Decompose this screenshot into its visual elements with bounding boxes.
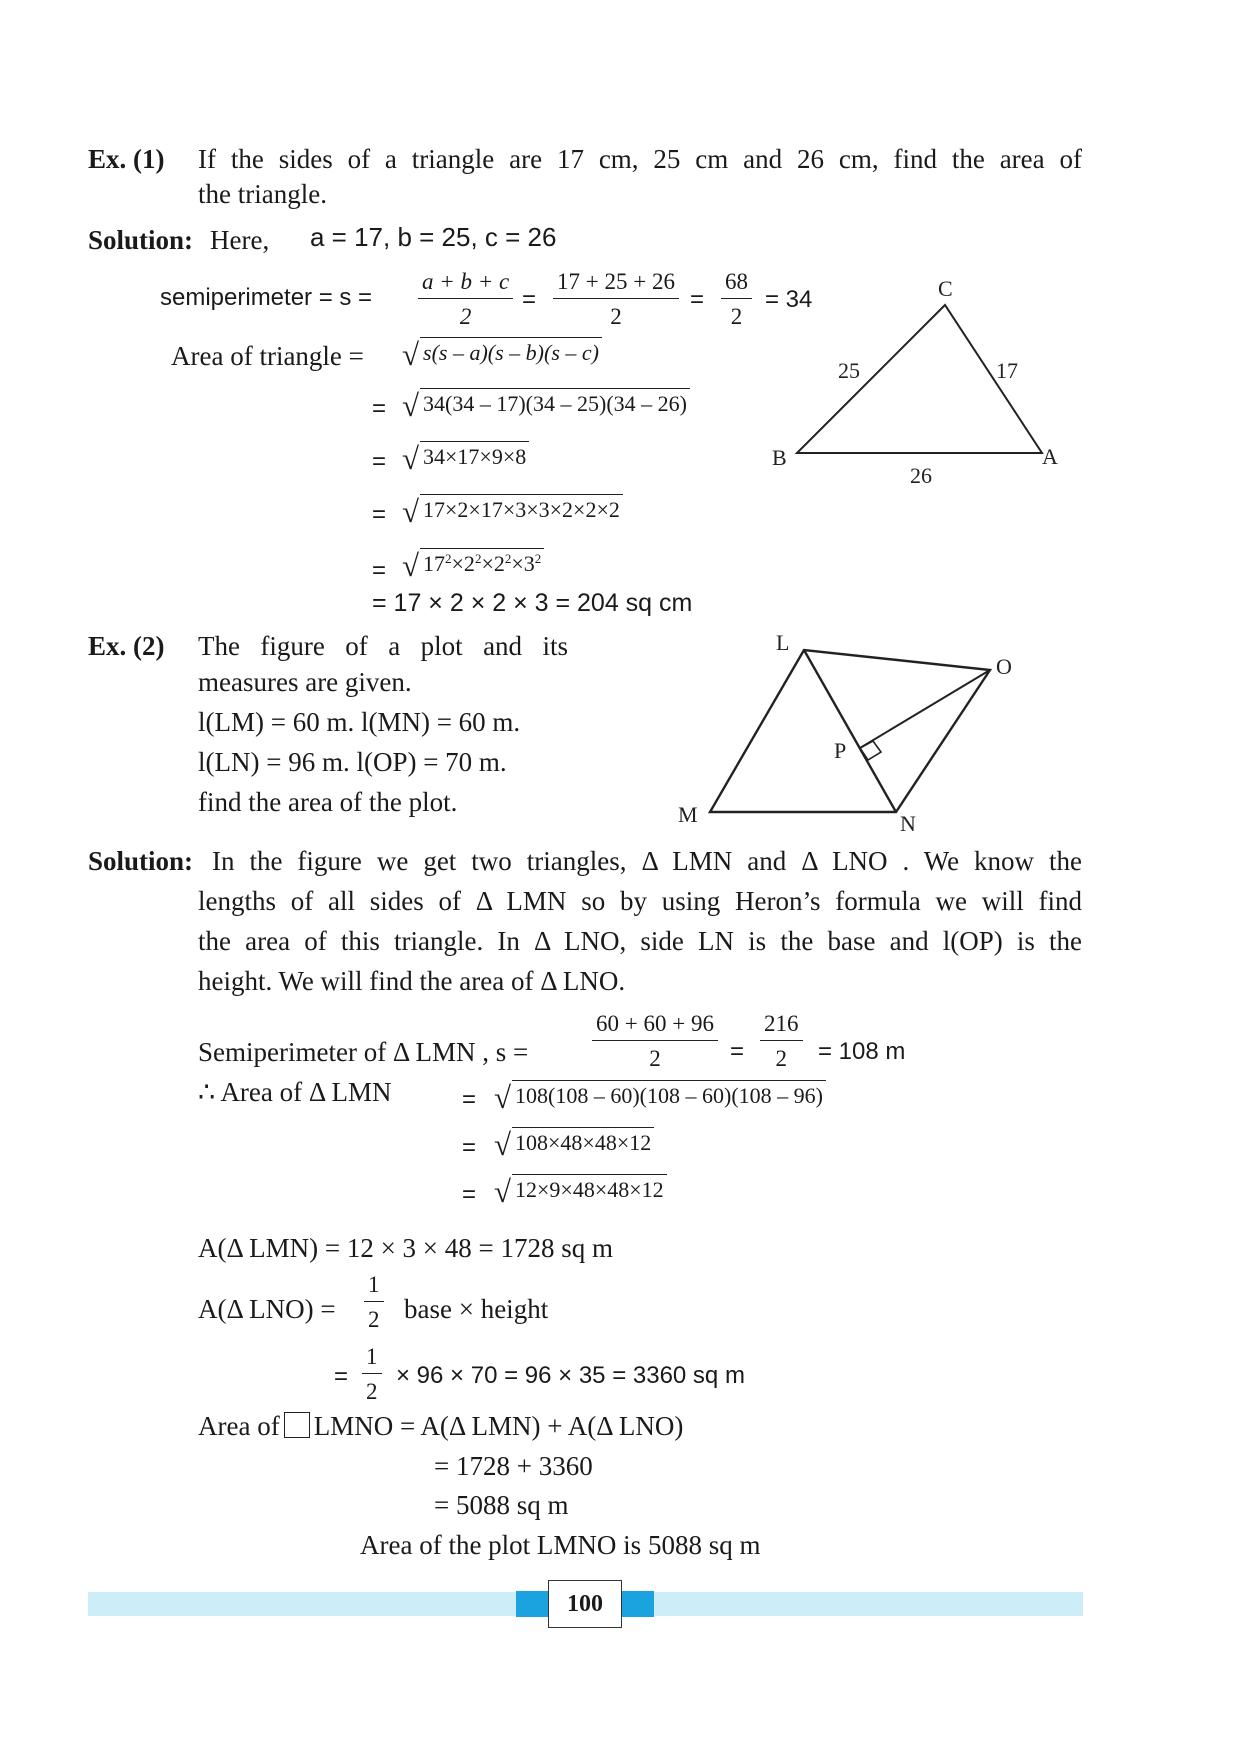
ex2-eq-step2: =: [462, 1134, 477, 1161]
ex2-eq-1: =: [730, 1038, 745, 1065]
ex1-here: Here,: [210, 225, 270, 255]
vertex-a-label: A: [1042, 444, 1058, 469]
ex1-eq-step2: =: [372, 395, 387, 422]
ex1-final-result: = 17 × 2 × 2 × 3 = 204 sq cm: [372, 589, 693, 617]
point-p-label: P: [834, 738, 847, 763]
ex2-question-line3: l(LM) = 60 m. l(MN) = 60 m.: [198, 707, 521, 737]
ex1-eq-step3: =: [372, 448, 387, 475]
side-ba-label: 26: [910, 463, 932, 488]
vertex-l-label: L: [776, 630, 790, 655]
area-of-text: Area of: [198, 1411, 280, 1441]
ex2-solution-line3: the area of this triangle. In Δ LNO, side LN is the base and l(OP) is the: [198, 926, 1082, 956]
ex2-eq-step3: =: [462, 1181, 477, 1208]
ex2-solution-label: Solution:: [88, 846, 194, 876]
quadrilateral-square-icon: [284, 1412, 310, 1438]
ex2-fraction-sum: $\frac{60 + 60 + 96}{2}$: [592, 1012, 718, 1070]
ex2-fraction-216: $\frac{216}{2}$: [760, 1012, 803, 1070]
ex2-semiperimeter-result: = 108 m: [818, 1038, 906, 1065]
ex1-step5: √ $17^2\times 2^2\times 2^2\times 3^2$: [402, 548, 544, 579]
ex2-label: Ex. (2): [88, 631, 165, 661]
ex2-question-line1: The figure of a plot and its: [198, 631, 568, 661]
ex1-eq-step5: =: [372, 557, 387, 584]
ex2-area-lmno-line: [198, 1410, 683, 1442]
ex1-triangle-figure: [760, 270, 1080, 500]
ex2-eq-step1: =: [462, 1086, 477, 1113]
ex2-sum-step1: = 1728 + 3360: [434, 1451, 593, 1481]
vertex-n-label: N: [900, 811, 916, 836]
ex2-question-line5: find the area of the plot.: [198, 787, 458, 817]
height-op: [860, 670, 990, 748]
ex2-step2: √ 108×48×48×12: [494, 1127, 654, 1158]
ex1-question-line2: the triangle.: [198, 179, 327, 209]
ex1-eq-1: =: [522, 286, 537, 313]
diagonal-ln: [804, 650, 896, 812]
side-bc-label: 25: [838, 358, 860, 383]
vertex-o-label: O: [996, 654, 1012, 679]
vertex-m-label: M: [678, 802, 698, 827]
ex2-solution-line1: In the figure we get two triangles, Δ LMN and Δ LNO . We know the: [212, 846, 1082, 876]
ex1-step3: √ 34×17×9×8: [402, 441, 529, 472]
ex2-area-lno-label: A(Δ LNO) =: [198, 1294, 336, 1324]
vertex-c-label: C: [938, 276, 953, 301]
ex1-eq-2: =: [690, 286, 705, 313]
ex1-fraction-reduced: $\frac{68}{2}$: [721, 270, 752, 328]
ex2-eq-calc: =: [334, 1363, 349, 1390]
ex2-question-line2: measures are given.: [198, 667, 412, 697]
lmno-sum-text: LMNO = A(Δ LMN) + A(Δ LNO): [313, 1411, 684, 1441]
ex2-base-height: base × height: [404, 1294, 549, 1324]
ex1-semiperimeter-result: = 34: [765, 286, 813, 313]
ex2-area-lno-calc: × 96 × 70 = 96 × 35 = 3360 sq m: [396, 1362, 745, 1389]
ex2-area-lmn-label: ∴ Area of Δ LMN: [198, 1077, 392, 1107]
ex1-solution-label: Solution:: [88, 225, 194, 255]
ex1-area-label: Area of triangle =: [171, 341, 364, 371]
ex2-plot-figure: [670, 630, 1030, 840]
ex2-step3: √ 12×9×48×48×12: [494, 1174, 667, 1205]
ex2-half-fraction-1: $\frac{1}{2}$: [364, 1273, 384, 1331]
page-number: 100: [548, 1580, 622, 1628]
ex2-question-line4: l(LN) = 96 m. l(OP) = 70 m.: [198, 747, 507, 777]
ex2-conclusion: Area of the plot LMNO is 5088 sq m: [360, 1530, 761, 1560]
ex1-fraction-numeric: $\frac{17 + 25 + 26}{2}$: [553, 270, 679, 328]
ex2-area-lmn-result: A(Δ LMN) = 12 × 3 × 48 = 1728 sq m: [198, 1233, 614, 1263]
ex2-step1: √ 108(108 – 60)(108 – 60)(108 – 96): [494, 1080, 826, 1111]
right-angle-mark: [860, 741, 881, 760]
vertex-b-label: B: [772, 445, 787, 470]
ex1-heron-formula: √ s(s – a)(s – b)(s – c): [402, 337, 602, 368]
ex1-step2: √ 34(34 – 17)(34 – 25)(34 – 26): [402, 388, 690, 419]
ex1-step4: √ 17×2×17×3×3×2×2×2: [402, 494, 623, 525]
ex1-label: Ex. (1): [88, 144, 165, 174]
ex2-semiperimeter-label: Semiperimeter of Δ LMN , s =: [198, 1037, 529, 1067]
side-ca-label: 17: [996, 358, 1018, 383]
ex1-eq-step4: =: [372, 501, 387, 528]
ex1-semiperimeter-label: semiperimeter = s =: [160, 284, 373, 311]
ex2-half-fraction-2: $\frac{1}{2}$: [362, 1345, 382, 1403]
footer-band-accent-right: [620, 1591, 654, 1617]
ex1-fraction-symbolic: $\frac{a + b + c}{2}$: [418, 270, 513, 328]
ex1-question-line1: If the sides of a triangle are 17 cm, 25 cm and 26 cm, find the area of: [198, 144, 1082, 174]
ex1-values: a = 17, b = 25, c = 26: [310, 222, 557, 252]
ex2-solution-line4: height. We will find the area of Δ LNO.: [198, 966, 626, 996]
ex2-solution-line2: lengths of all sides of Δ LMN so by using Heron’s formula we will find: [198, 886, 1082, 916]
footer-band-accent-left: [516, 1591, 550, 1617]
ex2-sum-step2: = 5088 sq m: [434, 1490, 569, 1520]
